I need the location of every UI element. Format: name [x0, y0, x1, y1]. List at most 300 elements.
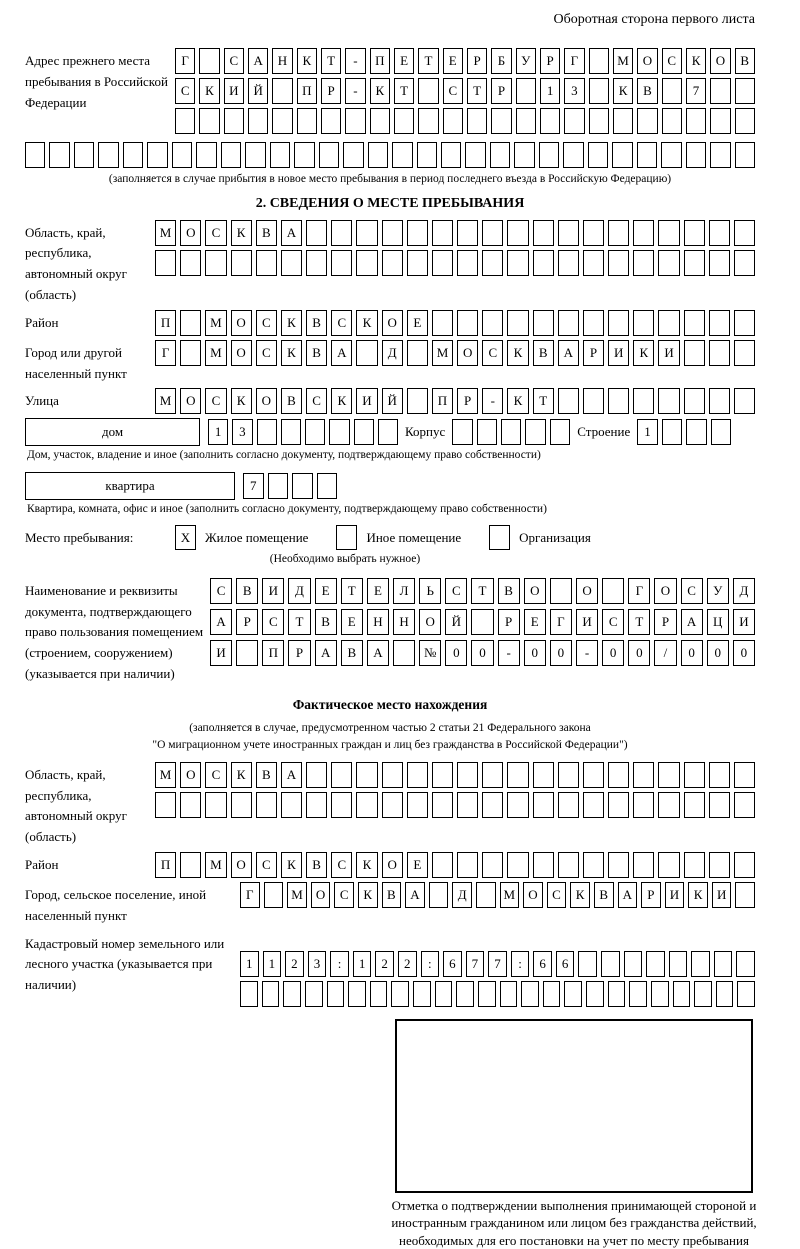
char-cell[interactable]: К	[356, 852, 377, 878]
char-cell[interactable]: Т	[471, 578, 493, 604]
char-cell[interactable]: И	[665, 882, 685, 908]
char-cell[interactable]: С	[602, 609, 624, 635]
char-cell[interactable]	[533, 220, 554, 246]
char-cell[interactable]	[331, 762, 352, 788]
char-cell[interactable]	[356, 220, 377, 246]
char-cell[interactable]	[281, 792, 302, 818]
char-cell[interactable]: А	[331, 340, 352, 366]
char-cell[interactable]	[205, 792, 226, 818]
char-cell[interactable]: О	[256, 388, 277, 414]
char-cell[interactable]	[270, 142, 290, 168]
char-cell[interactable]: О	[457, 340, 478, 366]
char-cell[interactable]	[507, 250, 528, 276]
char-cell[interactable]	[147, 142, 167, 168]
char-cell[interactable]	[507, 310, 528, 336]
char-cell[interactable]: С	[445, 578, 467, 604]
char-cell[interactable]	[507, 220, 528, 246]
char-cell[interactable]	[382, 792, 403, 818]
char-cell[interactable]: К	[231, 762, 252, 788]
char-cell[interactable]	[608, 852, 629, 878]
char-cell[interactable]: И	[712, 882, 732, 908]
char-cell[interactable]	[262, 981, 280, 1007]
char-cell[interactable]	[608, 981, 626, 1007]
char-cell[interactable]: Г	[155, 340, 176, 366]
char-cell[interactable]	[684, 852, 705, 878]
char-cell[interactable]	[684, 388, 705, 414]
char-cell[interactable]: А	[558, 340, 579, 366]
char-cell[interactable]: М	[155, 388, 176, 414]
char-cell[interactable]	[651, 981, 669, 1007]
char-cell[interactable]	[734, 340, 755, 366]
char-cell[interactable]	[633, 310, 654, 336]
char-cell[interactable]	[281, 250, 302, 276]
char-cell[interactable]: У	[707, 578, 729, 604]
char-cell[interactable]	[684, 310, 705, 336]
char-cell[interactable]: 7	[243, 473, 264, 499]
char-cell[interactable]	[268, 473, 289, 499]
char-cell[interactable]: П	[370, 48, 390, 74]
char-cell[interactable]	[734, 762, 755, 788]
char-cell[interactable]: О	[576, 578, 598, 604]
char-cell[interactable]: Р	[540, 48, 560, 74]
char-cell[interactable]	[306, 762, 327, 788]
char-cell[interactable]	[418, 108, 438, 134]
char-cell[interactable]	[457, 852, 478, 878]
char-cell[interactable]	[633, 792, 654, 818]
char-cell[interactable]	[737, 981, 755, 1007]
char-cell[interactable]	[540, 108, 560, 134]
char-cell[interactable]	[175, 108, 195, 134]
char-cell[interactable]	[413, 981, 431, 1007]
char-cell[interactable]: 3	[308, 951, 327, 977]
char-cell[interactable]: -	[345, 78, 365, 104]
char-cell[interactable]	[306, 250, 327, 276]
char-cell[interactable]	[608, 762, 629, 788]
char-cell[interactable]	[550, 419, 570, 445]
char-cell[interactable]	[709, 388, 730, 414]
char-cell[interactable]	[343, 142, 363, 168]
char-cell[interactable]	[711, 419, 732, 445]
char-cell[interactable]: 0	[681, 640, 703, 666]
char-cell[interactable]: 0	[445, 640, 467, 666]
char-cell[interactable]: Л	[393, 578, 415, 604]
char-cell[interactable]	[407, 388, 428, 414]
char-cell[interactable]	[735, 108, 755, 134]
char-cell[interactable]	[432, 762, 453, 788]
char-cell[interactable]	[734, 792, 755, 818]
char-cell[interactable]	[709, 220, 730, 246]
char-cell[interactable]	[392, 142, 412, 168]
char-cell[interactable]: 6	[533, 951, 552, 977]
char-cell[interactable]	[735, 78, 755, 104]
char-cell[interactable]	[199, 108, 219, 134]
char-cell[interactable]: В	[315, 609, 337, 635]
checkbox-inoe-pomeshchenie[interactable]	[336, 525, 357, 550]
char-cell[interactable]	[563, 142, 583, 168]
char-cell[interactable]: К	[613, 78, 633, 104]
char-cell[interactable]: Н	[393, 609, 415, 635]
char-cell[interactable]	[441, 142, 461, 168]
char-cell[interactable]	[558, 762, 579, 788]
char-cell[interactable]: А	[618, 882, 638, 908]
char-cell[interactable]: О	[311, 882, 331, 908]
char-cell[interactable]	[533, 250, 554, 276]
char-cell[interactable]	[658, 310, 679, 336]
char-cell[interactable]	[558, 792, 579, 818]
char-cell[interactable]	[231, 250, 252, 276]
char-cell[interactable]: 3	[232, 419, 252, 445]
char-cell[interactable]: И	[262, 578, 284, 604]
char-cell[interactable]	[500, 981, 518, 1007]
char-cell[interactable]	[283, 981, 301, 1007]
char-cell[interactable]: О	[180, 220, 201, 246]
char-cell[interactable]	[297, 108, 317, 134]
char-cell[interactable]: Е	[443, 48, 463, 74]
char-cell[interactable]	[608, 250, 629, 276]
char-cell[interactable]	[586, 981, 604, 1007]
char-cell[interactable]	[354, 419, 374, 445]
char-cell[interactable]: 7	[686, 78, 706, 104]
char-cell[interactable]: :	[330, 951, 349, 977]
char-cell[interactable]	[306, 792, 327, 818]
char-cell[interactable]: -	[576, 640, 598, 666]
char-cell[interactable]: Т	[341, 578, 363, 604]
char-cell[interactable]	[710, 78, 730, 104]
char-cell[interactable]	[491, 108, 511, 134]
char-cell[interactable]: Й	[445, 609, 467, 635]
char-cell[interactable]	[221, 142, 241, 168]
char-cell[interactable]: В	[306, 310, 327, 336]
char-cell[interactable]: И	[733, 609, 755, 635]
char-cell[interactable]: С	[306, 388, 327, 414]
char-cell[interactable]	[172, 142, 192, 168]
char-cell[interactable]	[608, 388, 629, 414]
char-cell[interactable]	[471, 609, 493, 635]
char-cell[interactable]	[281, 419, 301, 445]
char-cell[interactable]	[658, 388, 679, 414]
char-cell[interactable]	[482, 250, 503, 276]
char-cell[interactable]: В	[498, 578, 520, 604]
char-cell[interactable]: С	[205, 762, 226, 788]
char-cell[interactable]: А	[248, 48, 268, 74]
char-cell[interactable]	[443, 108, 463, 134]
char-cell[interactable]	[608, 220, 629, 246]
char-cell[interactable]: С	[331, 852, 352, 878]
char-cell[interactable]	[633, 762, 654, 788]
char-cell[interactable]: Е	[407, 310, 428, 336]
char-cell[interactable]: 0	[550, 640, 572, 666]
char-cell[interactable]	[583, 220, 604, 246]
char-cell[interactable]: О	[419, 609, 441, 635]
char-cell[interactable]: 1	[540, 78, 560, 104]
char-cell[interactable]	[391, 981, 409, 1007]
char-cell[interactable]: Г	[550, 609, 572, 635]
char-cell[interactable]: В	[256, 220, 277, 246]
char-cell[interactable]	[521, 981, 539, 1007]
char-cell[interactable]	[345, 108, 365, 134]
char-cell[interactable]: О	[231, 310, 252, 336]
char-cell[interactable]	[49, 142, 69, 168]
char-cell[interactable]	[382, 762, 403, 788]
char-cell[interactable]: С	[256, 340, 277, 366]
char-cell[interactable]	[686, 142, 706, 168]
char-cell[interactable]: С	[205, 220, 226, 246]
char-cell[interactable]: С	[175, 78, 195, 104]
char-cell[interactable]	[734, 852, 755, 878]
char-cell[interactable]	[272, 78, 292, 104]
char-cell[interactable]	[558, 310, 579, 336]
char-cell[interactable]: 6	[556, 951, 575, 977]
char-cell[interactable]: 2	[375, 951, 394, 977]
char-cell[interactable]	[482, 762, 503, 788]
char-cell[interactable]: Е	[394, 48, 414, 74]
char-cell[interactable]: С	[256, 852, 277, 878]
char-cell[interactable]: А	[281, 220, 302, 246]
char-cell[interactable]	[533, 852, 554, 878]
char-cell[interactable]: П	[432, 388, 453, 414]
char-cell[interactable]	[370, 981, 388, 1007]
char-cell[interactable]	[684, 340, 705, 366]
char-cell[interactable]	[583, 792, 604, 818]
char-cell[interactable]	[180, 340, 201, 366]
char-cell[interactable]	[612, 142, 632, 168]
char-cell[interactable]	[432, 792, 453, 818]
char-cell[interactable]: В	[533, 340, 554, 366]
char-cell[interactable]	[321, 108, 341, 134]
char-cell[interactable]: И	[356, 388, 377, 414]
char-cell[interactable]	[578, 951, 597, 977]
char-cell[interactable]	[533, 310, 554, 336]
char-cell[interactable]	[465, 142, 485, 168]
char-cell[interactable]	[658, 220, 679, 246]
char-cell[interactable]: М	[432, 340, 453, 366]
char-cell[interactable]	[305, 981, 323, 1007]
char-cell[interactable]	[583, 852, 604, 878]
char-cell[interactable]: П	[297, 78, 317, 104]
char-cell[interactable]	[583, 310, 604, 336]
char-cell[interactable]: 7	[488, 951, 507, 977]
char-cell[interactable]: М	[287, 882, 307, 908]
char-cell[interactable]: С	[205, 388, 226, 414]
char-cell[interactable]	[482, 220, 503, 246]
char-cell[interactable]	[180, 250, 201, 276]
char-cell[interactable]	[457, 250, 478, 276]
char-cell[interactable]: В	[735, 48, 755, 74]
char-cell[interactable]: К	[688, 882, 708, 908]
char-cell[interactable]	[684, 220, 705, 246]
checkbox-organizatsiya[interactable]	[489, 525, 510, 550]
char-cell[interactable]	[633, 250, 654, 276]
char-cell[interactable]	[429, 882, 449, 908]
char-cell[interactable]: О	[524, 578, 546, 604]
char-cell[interactable]	[734, 220, 755, 246]
char-cell[interactable]	[558, 220, 579, 246]
char-cell[interactable]	[482, 792, 503, 818]
char-cell[interactable]: Р	[583, 340, 604, 366]
char-cell[interactable]: Р	[457, 388, 478, 414]
char-cell[interactable]: Г	[175, 48, 195, 74]
char-cell[interactable]	[245, 142, 265, 168]
char-cell[interactable]: В	[341, 640, 363, 666]
char-cell[interactable]	[601, 951, 620, 977]
char-cell[interactable]: О	[710, 48, 730, 74]
char-cell[interactable]	[123, 142, 143, 168]
char-cell[interactable]: О	[231, 852, 252, 878]
char-cell[interactable]	[734, 250, 755, 276]
char-cell[interactable]	[637, 142, 657, 168]
char-cell[interactable]: М	[205, 310, 226, 336]
char-cell[interactable]	[709, 852, 730, 878]
char-cell[interactable]	[457, 220, 478, 246]
char-cell[interactable]: Й	[248, 78, 268, 104]
char-cell[interactable]	[452, 419, 472, 445]
char-cell[interactable]	[378, 419, 398, 445]
char-cell[interactable]: С	[256, 310, 277, 336]
char-cell[interactable]	[710, 108, 730, 134]
char-cell[interactable]	[507, 852, 528, 878]
char-cell[interactable]	[382, 220, 403, 246]
char-cell[interactable]: А	[281, 762, 302, 788]
char-cell[interactable]: Н	[272, 48, 292, 74]
char-cell[interactable]	[629, 981, 647, 1007]
char-cell[interactable]: В	[306, 852, 327, 878]
char-cell[interactable]: А	[315, 640, 337, 666]
char-cell[interactable]	[457, 310, 478, 336]
char-cell[interactable]	[490, 142, 510, 168]
char-cell[interactable]	[393, 640, 415, 666]
char-cell[interactable]: К	[281, 852, 302, 878]
char-cell[interactable]	[501, 419, 521, 445]
char-cell[interactable]	[306, 220, 327, 246]
char-cell[interactable]	[507, 792, 528, 818]
char-cell[interactable]	[292, 473, 313, 499]
char-cell[interactable]	[658, 852, 679, 878]
char-cell[interactable]	[457, 762, 478, 788]
char-cell[interactable]: И	[224, 78, 244, 104]
char-cell[interactable]: А	[405, 882, 425, 908]
char-cell[interactable]: С	[482, 340, 503, 366]
char-cell[interactable]	[684, 250, 705, 276]
char-cell[interactable]	[709, 310, 730, 336]
char-cell[interactable]	[709, 340, 730, 366]
char-cell[interactable]	[558, 250, 579, 276]
char-cell[interactable]: 1	[263, 951, 282, 977]
char-cell[interactable]: 1	[353, 951, 372, 977]
char-cell[interactable]: /	[654, 640, 676, 666]
char-cell[interactable]: И	[210, 640, 232, 666]
char-cell[interactable]	[407, 220, 428, 246]
char-cell[interactable]	[709, 792, 730, 818]
char-cell[interactable]: О	[180, 762, 201, 788]
char-cell[interactable]: Т	[321, 48, 341, 74]
char-cell[interactable]: И	[608, 340, 629, 366]
char-cell[interactable]: К	[686, 48, 706, 74]
char-cell[interactable]	[686, 108, 706, 134]
char-cell[interactable]: В	[281, 388, 302, 414]
char-cell[interactable]: О	[654, 578, 676, 604]
char-cell[interactable]: -	[482, 388, 503, 414]
char-cell[interactable]	[662, 78, 682, 104]
char-cell[interactable]	[662, 108, 682, 134]
char-cell[interactable]	[661, 142, 681, 168]
char-cell[interactable]	[507, 762, 528, 788]
char-cell[interactable]	[467, 108, 487, 134]
char-cell[interactable]	[240, 981, 258, 1007]
char-cell[interactable]: К	[281, 340, 302, 366]
char-cell[interactable]: К	[507, 340, 528, 366]
char-cell[interactable]	[331, 792, 352, 818]
char-cell[interactable]	[669, 951, 688, 977]
char-cell[interactable]: 0	[707, 640, 729, 666]
char-cell[interactable]	[236, 640, 258, 666]
char-cell[interactable]: 1	[240, 951, 259, 977]
char-cell[interactable]	[432, 310, 453, 336]
char-cell[interactable]: О	[231, 340, 252, 366]
char-cell[interactable]	[457, 792, 478, 818]
char-cell[interactable]: И	[658, 340, 679, 366]
char-cell[interactable]: 2	[285, 951, 304, 977]
char-cell[interactable]	[456, 981, 474, 1007]
char-cell[interactable]: 0	[733, 640, 755, 666]
char-cell[interactable]	[658, 792, 679, 818]
char-cell[interactable]: С	[331, 310, 352, 336]
char-cell[interactable]: Е	[524, 609, 546, 635]
char-cell[interactable]	[272, 108, 292, 134]
char-cell[interactable]	[155, 250, 176, 276]
char-cell[interactable]	[658, 250, 679, 276]
char-cell[interactable]	[588, 142, 608, 168]
char-cell[interactable]	[327, 981, 345, 1007]
char-cell[interactable]: 7	[466, 951, 485, 977]
char-cell[interactable]	[317, 473, 338, 499]
char-cell[interactable]	[356, 792, 377, 818]
char-cell[interactable]: 0	[628, 640, 650, 666]
char-cell[interactable]	[633, 852, 654, 878]
char-cell[interactable]: У	[516, 48, 536, 74]
char-cell[interactable]	[662, 419, 683, 445]
char-cell[interactable]	[564, 981, 582, 1007]
char-cell[interactable]	[608, 310, 629, 336]
char-cell[interactable]	[305, 419, 325, 445]
char-cell[interactable]: С	[547, 882, 567, 908]
char-cell[interactable]	[691, 951, 710, 977]
char-cell[interactable]: С	[210, 578, 232, 604]
char-cell[interactable]: Т	[394, 78, 414, 104]
char-cell[interactable]	[432, 220, 453, 246]
char-cell[interactable]: №	[419, 640, 441, 666]
char-cell[interactable]: 1	[208, 419, 228, 445]
checkbox-zhiloe-pomeshchenie[interactable]: X	[175, 525, 196, 550]
char-cell[interactable]	[583, 762, 604, 788]
char-cell[interactable]: Т	[533, 388, 554, 414]
char-cell[interactable]: О	[523, 882, 543, 908]
char-cell[interactable]: Ц	[707, 609, 729, 635]
char-cell[interactable]	[407, 340, 428, 366]
char-cell[interactable]: Г	[564, 48, 584, 74]
char-cell[interactable]	[686, 419, 707, 445]
char-cell[interactable]: К	[570, 882, 590, 908]
char-cell[interactable]: К	[370, 78, 390, 104]
char-cell[interactable]	[180, 852, 201, 878]
char-cell[interactable]	[256, 792, 277, 818]
char-cell[interactable]: В	[637, 78, 657, 104]
char-cell[interactable]: О	[180, 388, 201, 414]
char-cell[interactable]: Д	[452, 882, 472, 908]
char-cell[interactable]: -	[498, 640, 520, 666]
char-cell[interactable]	[356, 340, 377, 366]
char-cell[interactable]: М	[500, 882, 520, 908]
char-cell[interactable]: Т	[467, 78, 487, 104]
